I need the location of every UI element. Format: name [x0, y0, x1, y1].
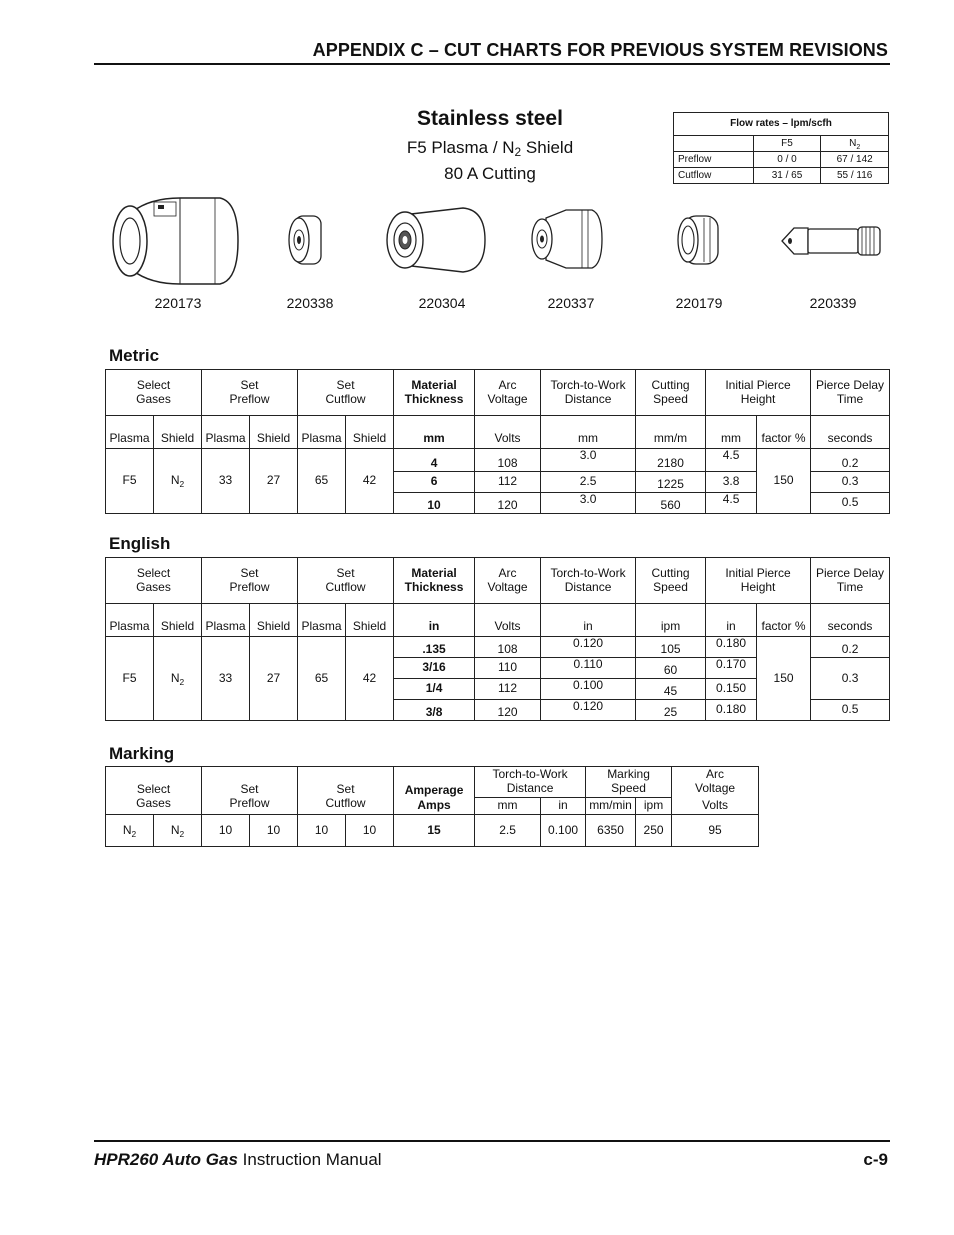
speed-cell: 105 [636, 637, 706, 658]
height-cell: 0.150 [706, 679, 757, 700]
delay-cell: 0.2 [811, 449, 890, 472]
cutflow-shield: 10 [346, 815, 394, 847]
english-cut-table [105, 557, 890, 721]
preflow-plasma: 33 [202, 449, 250, 514]
flow-cell: 31 / 65 [753, 168, 821, 184]
process-plasma: F5 [406, 138, 427, 157]
speed-cell: 560 [636, 493, 706, 514]
hdr-select-gases: Select Gases [106, 558, 202, 604]
hdr-arc-voltage: Arc Voltage [475, 558, 541, 604]
unit-ipm: ipm [636, 798, 672, 815]
thickness-cell: 6 [394, 472, 475, 493]
process-mid: Plasma / N [426, 138, 515, 157]
distance-cell: 0.110 [541, 658, 636, 679]
hdr-set-preflow: Set Preflow [202, 558, 298, 604]
hdr-set-cutflow: Set Cutflow [298, 370, 394, 416]
unit-factor: factor % [757, 604, 811, 637]
hdr-set-cutflow: Set Cutflow [298, 558, 394, 604]
unit-factor: factor % [757, 416, 811, 449]
thickness-cell: 3/16 [394, 658, 475, 679]
hdr-pierce-delay: Pierce Delay Time [811, 370, 890, 416]
thickness-cell: 3/8 [394, 700, 475, 721]
cutflow-plasma: 10 [298, 815, 346, 847]
flow-cell: 0 / 0 [753, 152, 821, 168]
amps-cell: 15 [394, 815, 475, 847]
hdr-initial-pierce: Initial Pierce Height [706, 370, 811, 416]
unit-volts: Volts [475, 604, 541, 637]
distance-in-cell: 0.100 [541, 815, 586, 847]
speed-cell: 1225 [636, 472, 706, 493]
height-cell: 0.170 [706, 658, 757, 679]
speed-ipm-cell: 250 [636, 815, 672, 847]
unit-shield: Shield [154, 416, 202, 449]
hdr-marking-speed: Marking Speed [586, 767, 672, 798]
unit-in: in [541, 798, 586, 815]
thickness-cell: 4 [394, 449, 475, 472]
metric-section-title: Metric [109, 346, 160, 365]
unit-volts: Volts [475, 416, 541, 449]
hdr-select-gases: Select Gases [106, 370, 202, 416]
distance-cell: 3.0 [541, 449, 636, 472]
part-number: 220179 [675, 295, 723, 311]
part-number: 220338 [286, 295, 334, 311]
hdr-torch-to-work: Torch-to-Work Distance [475, 767, 586, 798]
volts-cell: 110 [475, 658, 541, 679]
preflow-plasma: 10 [202, 815, 250, 847]
unit-mmmin: mm/min [586, 798, 636, 815]
page-header-title: APPENDIX C – CUT CHARTS FOR PREVIOUS SYSTEM REVISIONS [312, 40, 888, 60]
gas-shield: $N_2$ [154, 449, 202, 514]
delay-cell: 0.5 [811, 700, 890, 721]
gas-plasma: $N_2$ [106, 815, 154, 847]
process-end: Shield [521, 138, 574, 157]
speed-mmmin-cell: 6350 [586, 815, 636, 847]
chart-title: Stainless steel [417, 107, 563, 130]
distance-cell: 0.120 [541, 700, 636, 721]
speed-cell: 25 [636, 700, 706, 721]
unit-plasma: Plasma [202, 604, 250, 637]
flow-col-n2-sub: 2 [856, 143, 861, 151]
hdr-select-gases: Select Gases [106, 767, 202, 815]
volts-cell: 120 [475, 493, 541, 514]
distance-mm-cell: 2.5 [475, 815, 541, 847]
delay-cell: 0.3 [811, 658, 890, 700]
distance-cell: 2.5 [541, 472, 636, 493]
unit-volts: Volts [672, 798, 759, 815]
delay-cell: 0.5 [811, 493, 890, 514]
unit-plasma: Plasma [298, 604, 346, 637]
speed-cell: 2180 [636, 449, 706, 472]
delay-cell: 0.2 [811, 637, 890, 658]
unit-distance: in [541, 604, 636, 637]
retaining-cap-part-illustration [674, 212, 722, 268]
thickness-cell: .135 [394, 637, 475, 658]
hdr-torch-to-work: Torch-to-Work Distance [541, 558, 636, 604]
height-cell: 3.8 [706, 472, 757, 493]
hdr-material-thickness: Material Thickness [394, 558, 475, 604]
nozzle-part-illustration [383, 204, 489, 276]
footer-manual: Instruction Manual [237, 1150, 382, 1169]
flow-rates-table [673, 112, 889, 184]
swirl-ring-part-illustration [285, 212, 325, 268]
hdr-cutting-speed: Cutting Speed [636, 370, 706, 416]
unit-distance: mm [541, 416, 636, 449]
electrode-part-illustration [778, 222, 884, 260]
volts-cell: 120 [475, 700, 541, 721]
process-sub: 2 [514, 145, 522, 159]
part-number: 220339 [809, 295, 857, 311]
hdr-arc-voltage: Arc Voltage [475, 370, 541, 416]
unit-shield: Shield [250, 604, 298, 637]
volts-cell: 108 [475, 637, 541, 658]
flow-col-n2 [821, 136, 889, 152]
speed-cell: 60 [636, 658, 706, 679]
header-rule [94, 63, 890, 65]
hdr-amperage: Amperage [394, 767, 475, 798]
swirl-ring-2-part-illustration [526, 206, 606, 272]
height-cell: 4.5 [706, 493, 757, 514]
pierce-factor: 150 [757, 449, 811, 514]
gas-plasma: F5 [106, 637, 154, 721]
unit-plasma: Plasma [106, 604, 154, 637]
gas-shield: $N_2$ [154, 815, 202, 847]
unit-shield: Shield [346, 416, 394, 449]
cutflow-plasma: 65 [298, 637, 346, 721]
hdr-torch-to-work: Torch-to-Work Distance [541, 370, 636, 416]
part-number: 220173 [154, 295, 202, 311]
height-cell: 0.180 [706, 637, 757, 658]
page-number: c-9 [863, 1150, 888, 1169]
shield-part-illustration [110, 192, 242, 290]
hdr-initial-pierce: Initial Pierce Height [706, 558, 811, 604]
unit-seconds: seconds [811, 604, 890, 637]
unit-speed: mm/m [636, 416, 706, 449]
hdr-arc-voltage: Arc Voltage [672, 767, 759, 798]
unit-plasma: Plasma [202, 416, 250, 449]
delay-cell: 0.3 [811, 472, 890, 493]
unit-plasma: Plasma [298, 416, 346, 449]
flow-rates-title: Flow rates – lpm/scfh [674, 113, 889, 136]
flow-cell: 55 / 116 [821, 168, 889, 184]
unit-height: in [706, 604, 757, 637]
unit-shield: Shield [154, 604, 202, 637]
unit-amps: Amps [394, 798, 475, 815]
flow-col-f5: F5 [753, 136, 821, 152]
preflow-shield: 27 [250, 449, 298, 514]
volts-cell: 95 [672, 815, 759, 847]
flow-row-label: Preflow [674, 152, 754, 168]
flow-col-n2-text: N [849, 137, 857, 149]
thickness-cell: 10 [394, 493, 475, 514]
unit-shield: Shield [346, 604, 394, 637]
distance-cell: 0.100 [541, 679, 636, 700]
unit-thickness: in [394, 604, 475, 637]
flow-cell: 67 / 142 [821, 152, 889, 168]
hdr-set-preflow: Set Preflow [202, 767, 298, 815]
marking-section-title: Marking [109, 744, 175, 763]
pierce-factor: 150 [757, 637, 811, 721]
gas-plasma: F5 [106, 449, 154, 514]
volts-cell: 112 [475, 679, 541, 700]
unit-speed: ipm [636, 604, 706, 637]
gas-shield: $N_2$ [154, 637, 202, 721]
preflow-shield: 10 [250, 815, 298, 847]
hdr-set-cutflow: Set Cutflow [298, 767, 394, 815]
height-cell: 4.5 [706, 449, 757, 472]
volts-cell: 112 [475, 472, 541, 493]
hdr-set-preflow: Set Preflow [202, 370, 298, 416]
speed-cell: 45 [636, 679, 706, 700]
flow-row-label: Cutflow [674, 168, 754, 184]
footer-model: HPR260 Auto Gas [94, 1150, 238, 1169]
cutflow-plasma: 65 [298, 449, 346, 514]
unit-thickness: mm [394, 416, 475, 449]
unit-shield: Shield [250, 416, 298, 449]
preflow-shield: 27 [250, 637, 298, 721]
unit-mm: mm [475, 798, 541, 815]
english-section-title: English [109, 534, 171, 553]
current-line: 80 A Cutting [444, 164, 536, 183]
marking-table [105, 766, 759, 847]
footer-manual-title [94, 1150, 382, 1170]
hdr-material-thickness: Material Thickness [394, 370, 475, 416]
preflow-plasma: 33 [202, 637, 250, 721]
unit-plasma: Plasma [106, 416, 154, 449]
metric-cut-table [105, 369, 890, 514]
part-number: 220337 [547, 295, 595, 311]
unit-seconds: seconds [811, 416, 890, 449]
unit-height: mm [706, 416, 757, 449]
distance-cell: 0.120 [541, 637, 636, 658]
volts-cell: 108 [475, 449, 541, 472]
process-line [340, 138, 640, 158]
part-number: 220304 [418, 295, 466, 311]
distance-cell: 3.0 [541, 493, 636, 514]
cutflow-shield: 42 [346, 449, 394, 514]
flow-blank [674, 136, 754, 152]
cutflow-shield: 42 [346, 637, 394, 721]
hdr-cutting-speed: Cutting Speed [636, 558, 706, 604]
hdr-pierce-delay: Pierce Delay Time [811, 558, 890, 604]
thickness-cell: 1/4 [394, 679, 475, 700]
height-cell: 0.180 [706, 700, 757, 721]
footer-rule [94, 1140, 890, 1142]
